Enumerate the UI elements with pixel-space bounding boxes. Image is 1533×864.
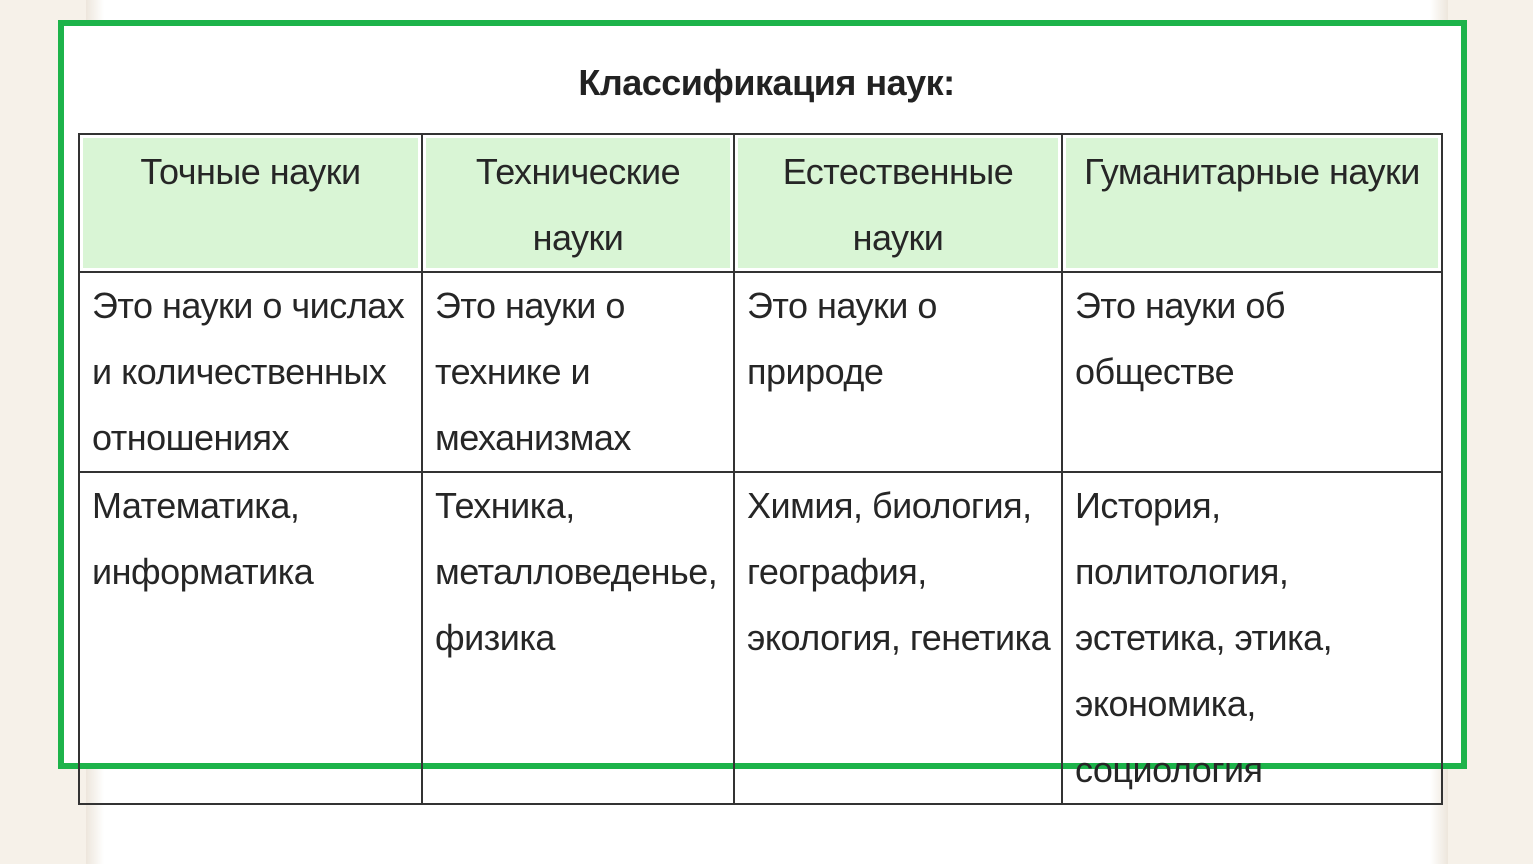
classification-table <box>78 133 1443 805</box>
examples-cell-natural: Химия, биология, география, экология, генетика <box>734 472 1062 804</box>
definition-cell-humanities: Это науки об обществе <box>1062 272 1442 472</box>
header-cell-humanities: Гуманитарные науки <box>1062 134 1442 272</box>
definition-cell-technical: Это науки о технике и механизмах <box>422 272 734 472</box>
definition-cell-natural: Это науки о природе <box>734 272 1062 472</box>
header-cell-exact: Точные науки <box>79 134 422 272</box>
examples-cell-humanities: История, политология, эстетика, этика, экономика, социология <box>1062 472 1442 804</box>
page-title: Классификация наук: <box>578 62 955 103</box>
header-cell-natural: Естественные науки <box>734 134 1062 272</box>
table-header-row <box>79 134 1442 272</box>
header-cell-technical: Технические науки <box>422 134 734 272</box>
table-row-examples <box>79 472 1442 804</box>
definition-cell-exact: Это науки о числах и количественных отношениях <box>79 272 422 472</box>
table-row-definitions <box>79 272 1442 472</box>
examples-cell-exact: Математика, информатика <box>79 472 422 804</box>
examples-cell-technical: Техника, металловеденье, физика <box>422 472 734 804</box>
